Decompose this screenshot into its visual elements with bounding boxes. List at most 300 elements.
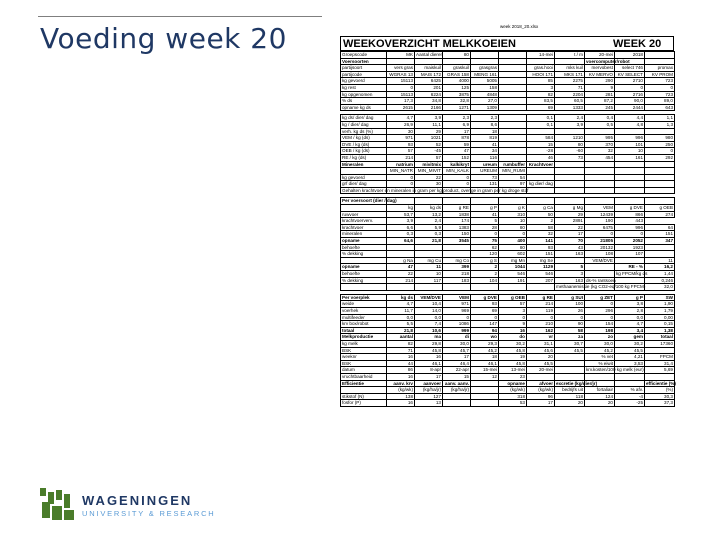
table-row [341, 373, 675, 380]
value-cell: 64,6 [387, 238, 415, 245]
value-cell [443, 244, 471, 251]
value-cell: mervobest [585, 65, 615, 72]
table-row [341, 58, 675, 65]
value-cell: kg ds [387, 294, 415, 301]
value-cell: 3,9 [387, 218, 415, 225]
value-cell [645, 181, 675, 188]
value-cell: 0 [585, 231, 615, 238]
value-cell: 399 [443, 264, 471, 271]
value-cell: 34,8 [415, 98, 443, 105]
table-row [341, 393, 675, 400]
value-cell: 1210 [555, 135, 585, 142]
value-cell: 296 [585, 307, 615, 314]
row-label-cell: krachtvoer [341, 224, 387, 231]
value-cell: 29,3 [471, 340, 499, 347]
value-cell: g OEB [645, 205, 675, 212]
value-cell: (kg/ha/jr) [415, 387, 443, 394]
value-cell: 0 [645, 84, 675, 91]
value-cell: fortaliair [585, 387, 615, 394]
value-cell [555, 174, 585, 181]
value-cell [645, 187, 675, 194]
value-cell [645, 174, 675, 181]
value-cell: 80 [499, 244, 527, 251]
value-cell [555, 257, 585, 264]
value-cell: 154 [585, 321, 615, 328]
table-row [341, 301, 675, 308]
value-cell: 21805 [585, 238, 615, 245]
value-cell: 16 [415, 354, 443, 361]
value-cell: -4 [615, 393, 645, 400]
value-cell: 20-mei [527, 367, 555, 374]
table-row [341, 84, 675, 91]
row-label-cell: voerhek [341, 307, 387, 314]
value-cell: % eiwit [585, 360, 615, 367]
value-cell: 43 [555, 244, 585, 251]
value-cell: 5,9 [415, 224, 443, 231]
value-cell [471, 52, 499, 59]
value-cell: 47 [387, 264, 415, 271]
value-cell: 46,1 [471, 360, 499, 367]
row-label-cell: opname [341, 238, 387, 245]
row-label-cell: VEM / kg (ds) [341, 135, 387, 142]
value-cell: 6224 [415, 91, 443, 98]
value-cell: 26,9 [387, 121, 415, 128]
value-cell: 30,0 [443, 340, 471, 347]
value-cell [645, 168, 675, 175]
value-cell: 163 [555, 251, 585, 258]
sheet-title: WEEKOVERZICHT MELKKOEIEN [343, 37, 516, 50]
value-cell: 29 [555, 211, 585, 218]
value-cell: RE - % [615, 264, 645, 271]
row-label-cell: krv box/robot [341, 321, 387, 328]
value-cell: 13-mei [499, 367, 527, 374]
value-cell: mks kuil [555, 65, 585, 72]
value-cell: 0 [471, 231, 499, 238]
value-cell: 0 [615, 84, 645, 91]
value-cell: 2615 [387, 104, 415, 111]
value-cell: kg ds [415, 205, 443, 212]
value-cell [443, 251, 471, 258]
value-cell: 310 [499, 211, 527, 218]
value-cell [499, 115, 527, 122]
table-row [341, 115, 675, 122]
value-cell: 2052 [615, 238, 645, 245]
value-cell: 53,7 [387, 211, 415, 218]
value-cell: 15113 [387, 91, 415, 98]
value-cell [471, 393, 499, 400]
value-cell: 5005 [471, 78, 499, 85]
value-cell: 86 [387, 367, 415, 374]
table-row [341, 211, 675, 218]
table-row [341, 205, 675, 212]
value-cell: 150 [443, 231, 471, 238]
value-cell: 82 [527, 91, 555, 98]
value-cell: 85 [527, 78, 555, 85]
value-cell: 22 [387, 271, 415, 278]
value-cell: 50 [527, 211, 555, 218]
value-cell: 0,0 [615, 314, 645, 321]
value-cell: 2 [471, 264, 499, 271]
value-cell [499, 128, 527, 135]
value-cell: 8-apr [415, 367, 443, 374]
value-cell: 723 [645, 78, 675, 85]
value-cell: 3545 [443, 238, 471, 245]
value-cell: natrium [387, 161, 415, 168]
value-cell [585, 373, 615, 380]
row-label-cell: krachtvoerverv. [341, 218, 387, 225]
value-cell: -25 [615, 400, 645, 407]
value-cell [555, 161, 585, 168]
row-label-cell: mineralen [341, 231, 387, 238]
value-cell: 20 [527, 354, 555, 361]
value-cell: 60,5 [555, 98, 585, 105]
value-cell: 1333 [555, 104, 585, 111]
row-label-cell: kg melk [341, 340, 387, 347]
value-cell [615, 181, 645, 188]
value-cell: 45,5 [527, 360, 555, 367]
value-cell: 10,4 [415, 301, 443, 308]
value-cell: g OEB [499, 294, 527, 301]
value-cell [555, 181, 585, 188]
row-label-cell: totaal [341, 327, 387, 334]
value-cell: 3,9 [415, 115, 443, 122]
value-cell: 152 [443, 154, 471, 161]
value-cell: 45,8 [499, 360, 527, 367]
value-cell: 45,5 [555, 347, 585, 354]
value-cell: 2,4 [415, 218, 443, 225]
value-cell: 218 [443, 271, 471, 278]
table-row [341, 181, 675, 188]
value-cell: 69 [527, 104, 555, 111]
value-cell: 0,1 [527, 115, 555, 122]
value-cell [615, 277, 645, 284]
value-cell: aantal [387, 334, 415, 341]
value-cell: 400 [499, 238, 527, 245]
value-cell [499, 135, 527, 142]
value-cell: 163 [555, 277, 585, 284]
row-label-cell: % ds [341, 98, 387, 105]
value-cell: 107 [615, 251, 645, 258]
value-cell: UREUM [471, 168, 499, 175]
table-row [341, 187, 675, 194]
value-cell: mg Cu [415, 257, 443, 264]
value-cell [471, 387, 499, 394]
sheet-week-label: WEEK 20 [613, 37, 662, 50]
value-cell: 87,2 [585, 98, 615, 105]
value-cell: 16,2 [645, 264, 675, 271]
value-cell: 57 [499, 301, 527, 308]
value-cell: 996 [615, 224, 645, 231]
value-cell: 9 [499, 321, 527, 328]
row-label-cell: opname kg ds [341, 104, 387, 111]
row-label-cell: kg ds/ dier/ dag [341, 115, 387, 122]
value-cell: SW [645, 294, 675, 301]
value-cell: g DVE [471, 294, 499, 301]
table-row [341, 257, 675, 264]
value-cell: g P [615, 294, 645, 301]
value-cell: 62 [471, 244, 499, 251]
value-cell: (%) [645, 387, 675, 394]
value-cell: 29,8 [415, 340, 443, 347]
value-cell: 30,3 [645, 393, 675, 400]
value-cell: 0 [527, 314, 555, 321]
value-cell: MIN_MIVIT [415, 168, 443, 175]
value-cell: 0 [471, 314, 499, 321]
row-label-cell: Mineralen [341, 161, 387, 168]
value-cell: 151 [645, 231, 675, 238]
value-cell: 46 [527, 154, 555, 161]
value-cell [645, 58, 675, 65]
value-cell: 6,6 [387, 224, 415, 231]
value-cell [527, 187, 555, 194]
value-cell: 17,3 [387, 98, 415, 105]
value-cell: -28 [527, 148, 555, 155]
value-cell: 2,8 [615, 307, 645, 314]
value-cell: 250 [645, 141, 675, 148]
value-cell: 21,8 [387, 327, 415, 334]
value-cell: 723 [645, 91, 675, 98]
value-cell: 147 [471, 321, 499, 328]
table-row [341, 135, 675, 142]
table-row [341, 71, 675, 78]
value-cell: gras.hooi [527, 65, 555, 72]
value-cell: t / m [555, 52, 585, 59]
sheet-sections [340, 51, 674, 407]
table-row [341, 128, 675, 135]
value-cell [527, 168, 555, 175]
title-underline [38, 16, 322, 17]
value-cell: 214 [387, 154, 415, 161]
table-row [341, 294, 675, 301]
value-cell: 2 [527, 218, 555, 225]
value-cell: (kg/wk) [499, 387, 527, 394]
value-cell: 13,2 [415, 211, 443, 218]
value-cell: 318 [499, 393, 527, 400]
value-cell: 1086 [443, 321, 471, 328]
wur-logo-mark-icon [40, 488, 76, 522]
table-row [341, 314, 675, 321]
value-cell: 45,5 [615, 347, 645, 354]
value-cell: 22 [415, 174, 443, 181]
value-cell: 996 [615, 135, 645, 142]
value-cell: do [499, 334, 527, 341]
table-row [341, 284, 675, 291]
value-cell [499, 58, 527, 65]
value-cell: 18 [471, 128, 499, 135]
value-cell: 41 [471, 141, 499, 148]
value-cell [555, 373, 585, 380]
value-cell: 20-mei [585, 52, 615, 59]
table-row [341, 52, 675, 59]
table-row [341, 251, 675, 258]
row-label-cell: weeknr [341, 354, 387, 361]
value-cell: vers gras [387, 65, 415, 72]
value-cell: GRAS 158 [443, 71, 471, 78]
value-cell: 4000 [443, 78, 471, 85]
value-cell: kg FPCM/kg ds [616, 271, 648, 276]
value-cell: 0 [645, 148, 675, 155]
value-cell: 210 [527, 321, 555, 328]
table-row [341, 321, 675, 328]
value-cell: methaanemissie (kg CO2-eq/100 kg FPCM) [556, 284, 646, 290]
value-cell [585, 161, 615, 168]
value-cell: 90,0 [615, 98, 645, 105]
value-cell: 190 [585, 218, 615, 225]
value-cell: 71 [387, 347, 415, 354]
value-cell: 0,0 [387, 314, 415, 321]
value-cell: 21,8 [415, 238, 443, 245]
row-label-cell [341, 205, 387, 212]
value-cell: 90 [555, 321, 585, 328]
value-cell [415, 251, 443, 258]
value-cell: 59 [443, 141, 471, 148]
value-cell: 12439 [585, 211, 615, 218]
value-cell [443, 198, 471, 205]
value-cell: 5 [471, 218, 499, 225]
value-cell: g RE [443, 205, 471, 212]
value-cell: 45,2 [585, 347, 615, 354]
value-cell [527, 174, 555, 181]
row-label-cell [341, 168, 387, 175]
value-cell: 201 [415, 84, 443, 91]
value-cell: 32,0 [645, 284, 675, 291]
value-cell: 70 [555, 238, 585, 245]
value-cell: 13 [415, 400, 443, 407]
table-row [341, 148, 675, 155]
value-cell: 96 [527, 393, 555, 400]
value-cell: MKS 171 [555, 71, 585, 78]
value-cell [527, 128, 555, 135]
value-cell: 546 [527, 271, 555, 278]
value-cell: 32 [585, 148, 615, 155]
value-cell: 20 [585, 400, 615, 407]
value-cell: g K [499, 205, 527, 212]
value-cell [387, 284, 415, 291]
value-cell: 584 [527, 135, 555, 142]
row-label-cell: Voersoorten [341, 58, 387, 65]
value-cell: 281 [585, 91, 615, 98]
row-label-cell: stikstof (N) [341, 393, 387, 400]
value-cell: 11,7 [387, 307, 415, 314]
value-cell: 104 [471, 277, 499, 284]
table-row [341, 347, 675, 354]
value-cell: 290 [585, 78, 615, 85]
value-cell: 162 [527, 327, 555, 334]
value-cell [555, 354, 585, 361]
value-cell: 73 [471, 174, 499, 181]
value-cell: 198 [585, 327, 615, 334]
value-cell: MAIS 172 [415, 71, 443, 78]
value-cell [499, 98, 527, 105]
value-cell: 4848 [471, 91, 499, 98]
value-cell: 1044 [499, 264, 527, 271]
value-cell [499, 284, 527, 291]
value-cell: g Mg [555, 205, 585, 212]
row-label-cell: ruwvoer [341, 211, 387, 218]
value-cell: grasgras [471, 65, 499, 72]
value-cell: 34 [471, 148, 499, 155]
value-cell: 17 [443, 354, 471, 361]
sheet-header [340, 36, 674, 51]
value-cell: 41 [471, 211, 499, 218]
value-cell [555, 360, 585, 367]
value-cell: g Ca [527, 205, 555, 212]
table-row [341, 168, 675, 175]
value-cell: 10 [499, 218, 527, 225]
value-cell: VEM [443, 294, 471, 301]
table-row [341, 327, 675, 334]
value-cell: 58 [527, 224, 555, 231]
value-cell: 73 [555, 154, 585, 161]
table-row [341, 161, 675, 168]
value-cell: 71 [555, 84, 585, 91]
value-cell: 15 [443, 373, 471, 380]
value-cell: 2444 [615, 104, 645, 111]
value-cell: 3 [527, 84, 555, 91]
row-label-cell: behoefte [341, 271, 387, 278]
value-cell: 454 [585, 154, 615, 161]
value-cell [555, 128, 585, 135]
row-label-cell: kg / dier/ dag [341, 121, 387, 128]
value-cell: 0 [387, 174, 415, 181]
value-cell: promax [645, 65, 675, 72]
value-cell: 0 [443, 314, 471, 321]
value-cell [585, 264, 615, 271]
value-cell: MIN_KALK [443, 168, 471, 175]
value-cell: 1,44 [645, 271, 675, 278]
value-cell: mg Co [443, 257, 471, 264]
row-label-cell: partijcode [341, 71, 387, 78]
value-cell: 5,69 [645, 367, 675, 374]
value-cell: afvoer [527, 380, 555, 387]
value-cell: 969 [443, 307, 471, 314]
table-row [341, 65, 675, 72]
value-cell: 18 [471, 354, 499, 361]
row-label-cell: partijsoort [341, 65, 387, 72]
value-cell: 3,53 [615, 360, 645, 367]
value-cell: KV PROM [645, 71, 675, 78]
value-cell [443, 400, 471, 407]
table-row [341, 141, 675, 148]
value-cell [645, 52, 675, 59]
value-cell: KV MERVO [585, 71, 615, 78]
value-cell: 125 [443, 84, 471, 91]
value-cell: 117 [415, 277, 443, 284]
value-cell: 2,3 [471, 115, 499, 122]
value-cell: 2716 [615, 91, 645, 98]
value-cell: 1129 [527, 264, 555, 271]
value-cell: za [555, 334, 585, 341]
row-label-cell: vruchtbaarheid [341, 373, 387, 380]
table-row [341, 154, 675, 161]
value-cell [471, 284, 499, 291]
sheet-table [340, 294, 675, 407]
value-cell: 0,15 [645, 321, 675, 328]
value-cell: mg Se [527, 257, 555, 264]
value-cell: 30 [415, 181, 443, 188]
value-cell: wo [471, 334, 499, 341]
value-cell: 57 [387, 148, 415, 155]
value-cell: % vet [585, 354, 615, 361]
value-cell: 11,1 [415, 121, 443, 128]
value-cell: 0 [615, 231, 645, 238]
value-cell: 30,7 [555, 340, 585, 347]
value-cell: 45,8 [415, 347, 443, 354]
value-cell: g ZET [585, 294, 615, 301]
value-cell: 22 [555, 224, 585, 231]
value-cell: 17 [415, 373, 443, 380]
table-row [341, 380, 675, 387]
